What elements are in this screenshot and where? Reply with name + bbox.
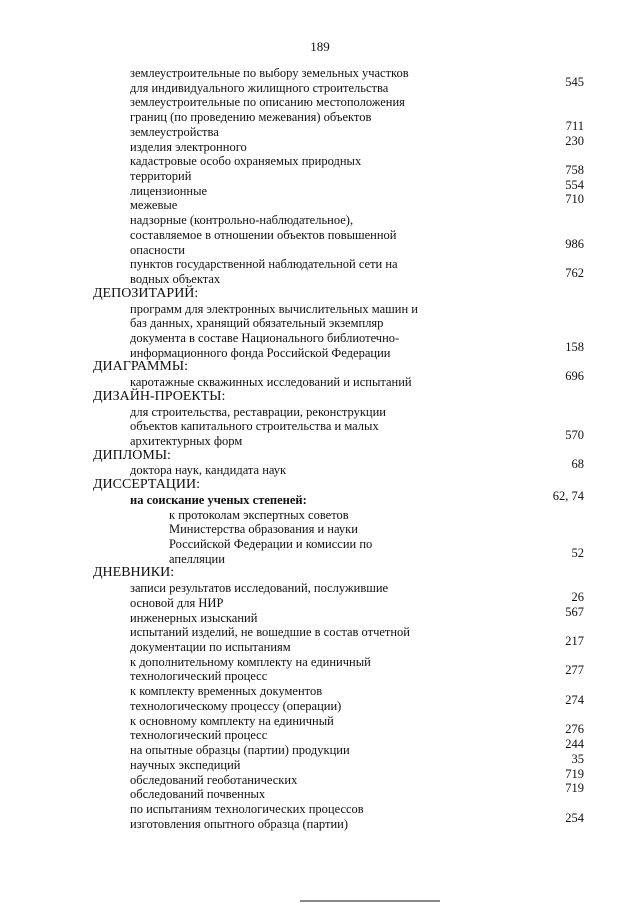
index-heading [0, 478, 640, 493]
index-entry [0, 802, 640, 817]
entry-text: землеустроительные по описанию местоположения [130, 95, 405, 110]
index-entry [0, 228, 640, 243]
page-reference: 230 [565, 133, 584, 148]
entry-text: технологический процесс [130, 669, 268, 684]
entry-text: по испытаниям технологических процессов [130, 801, 364, 816]
index-entry [0, 66, 640, 81]
index-entry [0, 655, 640, 670]
page-reference: 217 [565, 634, 584, 649]
entry-text: испытаний изделий, не вошедшие в состав отчетной [130, 625, 410, 640]
entry-text: записи результатов исследований, послужившие [130, 581, 389, 596]
entry-text: к протоколам экспертных советов [169, 507, 349, 522]
entry-text: землеустройства [130, 124, 219, 139]
subject-index [0, 66, 640, 831]
entry-text: к дополнительному комплекту на единичный [130, 654, 371, 669]
page-reference: 554 [565, 177, 584, 192]
index-heading [0, 449, 640, 464]
index-entry [0, 266, 640, 287]
heading-text: ДЕПОЗИТАРИЙ: [93, 285, 199, 301]
entry-text: программ для электронных вычислительных машин и [130, 301, 418, 316]
index-entry [0, 589, 640, 611]
entry-text: на опытные образцы (партии) продукции [130, 743, 350, 758]
heading-text: ДИАГРАММЫ: [93, 359, 188, 375]
entry-text: изделия электронного [130, 139, 247, 154]
index-entry [0, 604, 640, 626]
index-entry [0, 177, 640, 199]
index-entry [0, 684, 640, 699]
index-entry [0, 488, 640, 508]
index-entry [0, 766, 640, 788]
heading-text: ДИЗАЙН-ПРОЕКТЫ: [93, 388, 226, 404]
entry-text: документации по испытаниям [130, 640, 291, 655]
index-entry [0, 331, 640, 346]
heading-text: ДИПЛОМЫ: [93, 447, 171, 463]
entry-text: изготовления опытного образца (партии) [130, 816, 348, 831]
page-number: 189 [310, 39, 330, 54]
index-entry [0, 154, 640, 169]
page-reference: 986 [565, 236, 584, 251]
entry-text: технологический процесс [130, 728, 268, 743]
index-entry [0, 457, 640, 478]
index-entry [0, 625, 640, 640]
scan-edge-mark [300, 900, 440, 902]
entry-text: границ (по проведению межевания) объектов [130, 110, 372, 125]
index-entry [0, 302, 640, 317]
index-entry [0, 369, 640, 390]
page-reference: 244 [565, 737, 584, 752]
entry-text: обследований почвенных [130, 787, 266, 802]
entry-text: обследований геоботанических [130, 772, 298, 787]
entry-text: архитектурных форм [130, 433, 243, 448]
index-entry [0, 405, 640, 420]
page-reference: 158 [565, 339, 584, 354]
index-entry [0, 213, 640, 228]
index-entry [0, 110, 640, 125]
index-entry [0, 714, 640, 729]
entry-text: территорий [130, 169, 192, 184]
page-reference: 696 [565, 369, 584, 384]
index-entry [0, 192, 640, 213]
index-heading [0, 360, 640, 375]
entry-text: основой для НИР [130, 595, 224, 610]
index-entry [0, 508, 640, 523]
index-entry [0, 163, 640, 184]
index-entry [0, 419, 640, 434]
page-reference: 719 [565, 781, 584, 796]
index-heading [0, 390, 640, 405]
page-reference: 68 [571, 457, 584, 472]
entry-text: межевые [130, 198, 178, 213]
entry-text: инженерных изысканий [130, 610, 258, 625]
page-reference: 719 [565, 766, 584, 781]
entry-text: надзорные (контрольно-наблюдательное), [130, 213, 354, 228]
entry-text: лицензионные [130, 183, 208, 198]
entry-text: землеустроительные по выбору земельных участков [130, 66, 409, 80]
entry-text: на соискание ученых степеней: [130, 492, 307, 507]
page-reference: 277 [565, 663, 584, 678]
index-entry [0, 427, 640, 449]
page-reference: 570 [565, 427, 584, 442]
index-entry [0, 236, 640, 258]
entry-text: опасности [130, 242, 185, 257]
page-reference: 254 [565, 810, 584, 825]
page-reference: 276 [565, 722, 584, 737]
page-reference: 758 [565, 163, 584, 178]
entry-text: к основному комплекту на единичный [130, 713, 334, 728]
entry-text: апелляции [169, 551, 225, 566]
entry-text: к комплекту временных документов [130, 684, 323, 699]
page-reference: 545 [565, 74, 584, 89]
index-entry [0, 95, 640, 110]
index-entry [0, 692, 640, 714]
index-entry [0, 545, 640, 567]
index-entry [0, 522, 640, 537]
heading-text: ДНЕВНИКИ: [93, 565, 175, 581]
entry-text: информационного фонда Российской Федерации [130, 345, 391, 360]
index-entry [0, 810, 640, 832]
entry-text: Министерства образования и науки [169, 522, 358, 537]
index-entry [0, 537, 640, 552]
index-entry [0, 74, 640, 96]
entry-text: объектов капитального строительства и малых [130, 419, 379, 434]
index-entry [0, 316, 640, 331]
page-reference: 710 [565, 192, 584, 207]
index-heading [0, 566, 640, 581]
page-reference: 762 [565, 266, 584, 281]
entry-text: документа в составе Национального библиотечно- [130, 330, 400, 345]
index-entry [0, 257, 640, 272]
entry-text: научных экспедиций [130, 757, 241, 772]
page-reference: 711 [565, 118, 584, 133]
entry-text: баз данных, хранящий обязательный экземпляр [130, 316, 384, 331]
entry-text: составляемое в отношении объектов повышенной [130, 227, 397, 242]
entry-text: для индивидуального жилищного строительства [130, 80, 389, 95]
entry-text: доктора наук, кандидата наук [130, 463, 287, 478]
entry-text: водных объектах [130, 272, 221, 287]
index-entry [0, 634, 640, 655]
page-reference: 62, 74 [552, 488, 584, 503]
page-reference: 35 [571, 751, 584, 766]
index-entry [0, 751, 640, 773]
entry-text: каротажные скважинных исследований и испытаний [130, 375, 412, 390]
index-entry [0, 663, 640, 684]
index-entry [0, 118, 640, 140]
heading-text: ДИССЕРТАЦИИ: [93, 477, 201, 493]
entry-text: пунктов государственной наблюдательной сети на [130, 257, 398, 272]
page-reference: 274 [565, 692, 584, 707]
index-heading [0, 287, 640, 302]
index-entry [0, 133, 640, 155]
index-entry [0, 339, 640, 361]
entry-text: Российской Федерации и комиссии по [169, 537, 373, 551]
index-entry [0, 581, 640, 596]
page-reference: 26 [571, 589, 584, 604]
entry-text: для строительства, реставрации, реконструкции [130, 404, 386, 419]
page-reference: 567 [565, 604, 584, 619]
index-entry [0, 737, 640, 758]
index-entry [0, 781, 640, 802]
page-reference: 52 [571, 545, 584, 560]
entry-text: кадастровые особо охраняемых природных [130, 154, 362, 169]
entry-text: технологическому процессу (операции) [130, 698, 342, 713]
index-entry [0, 722, 640, 743]
